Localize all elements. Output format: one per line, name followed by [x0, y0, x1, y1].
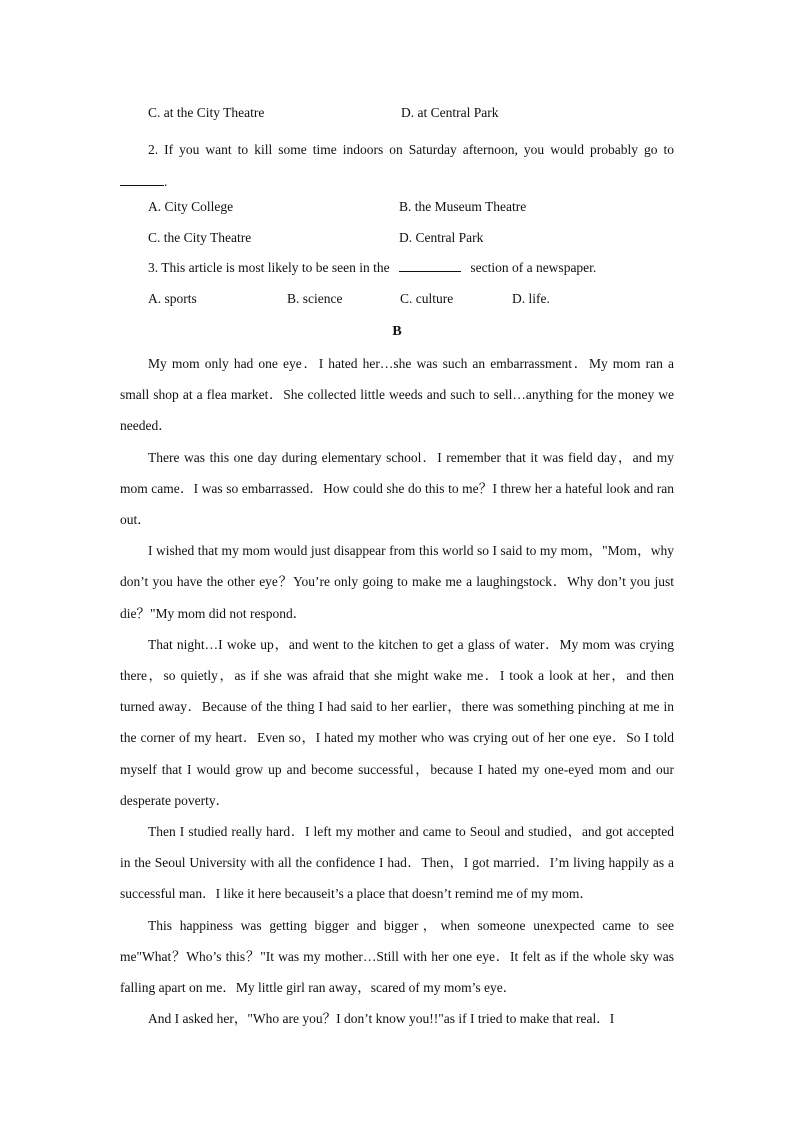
q3-option-c: C. culture: [400, 291, 454, 306]
q1-option-d: D. at Central Park: [401, 105, 499, 120]
paragraph: Then I studied really hard．I left my mother and came to Seoul and studied，and got accepted in the Seoul University with all the confidence I had．Then，I got married．I’m living happily as a successful man．I like it here becauseit’s a place that doesn’t remind me of my mom．: [120, 824, 674, 902]
q2-option-b: B. the Museum Theatre: [399, 199, 527, 214]
paragraph: This happiness was getting bigger and bigger，when someone unexpected came to see me"What？Who’s this？"It was my mother…Still with her one eye．It felt as if the whole sky was falling apart on me．My little girl ran away，scared of my mom’s eye．: [120, 917, 674, 996]
paragraph: That night…I woke up，and went to the kitchen to get a glass of water．My mom was crying there，so quietly，as if she was afraid that she might wake me．I took a look at her，and then turned away．Because of the thing I had said to her earlier，there was something pinching at me in the corner of my heart．Even so，I hated my mother who was crying out of her one eye．So I told myself that I would grow up and become successful，because I hated my one-eyed mom and our desperate poverty．: [120, 636, 674, 808]
section-heading: B: [392, 324, 402, 339]
q2-option-c: C. the City Theatre: [148, 230, 252, 245]
q3-option-a: A. sports: [148, 291, 197, 306]
q2-answer-blank: [120, 185, 164, 186]
q3-stem: [148, 260, 596, 276]
q3-stem-after: section of a newspaper.: [470, 260, 597, 275]
q3-option-b: B. science: [287, 291, 343, 306]
q1-option-c: C. at the City Theatre: [148, 105, 265, 120]
q2-stem: [120, 134, 674, 198]
paragraph: My mom only had one eye．I hated her…she was such an embarrassment．My mom ran a small shop at a flea market．She collected little weeds and such to sell…anything for the money we needed．: [120, 356, 674, 434]
q3-stem-before: 3. This article is most likely to be seen in the: [148, 260, 390, 275]
paragraph: There was this one day during elementary school．I remember that it was field day，and my mom came．I was so embarrassed．How could she do this to me？I threw her a hateful look and ran out．: [120, 449, 674, 528]
q3-answer-blank: [399, 271, 461, 272]
reading-passage: [120, 348, 674, 1034]
q3-option-d: D. life.: [512, 291, 550, 306]
q2-stem-end: .: [164, 174, 168, 189]
q2-option-a: A. City College: [148, 199, 234, 214]
paragraph: And I asked her，"Who are you？I don’t know you!!"as if I tried to make that real．I: [148, 1011, 615, 1027]
q2-option-d: D. Central Park: [399, 230, 484, 245]
paragraph: I wished that my mom would just disappear from this world so I said to my mom，"Mom，why don’t you have the other eye？You’re only going to make me a laughingstock．Why don’t you just die？"My mom did not respond．: [120, 543, 674, 621]
q2-stem-text: 2. If you want to kill some time indoors on Saturday afternoon, you would probably go to: [148, 142, 674, 157]
